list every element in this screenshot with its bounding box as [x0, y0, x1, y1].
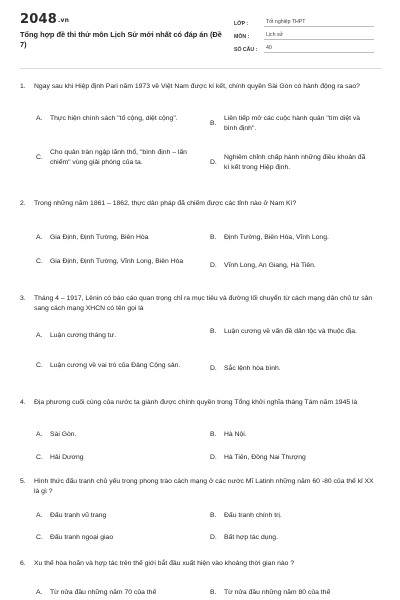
meta-key: MÔN :	[234, 34, 250, 40]
meta-value: Lịch sử	[264, 32, 374, 40]
meta-row-class	[234, 14, 374, 27]
option-b[interactable]	[210, 430, 366, 440]
option-letter: A.	[36, 589, 43, 596]
meta-key: LỚP :	[234, 21, 249, 27]
meta-value: Tốt nghiệp THPT	[264, 19, 374, 27]
option-text: Sài Gòn.	[50, 431, 77, 438]
option-letter: D.	[210, 534, 217, 541]
option-text: Sắc lệnh hòa bình.	[224, 365, 281, 372]
option-d[interactable]	[210, 364, 366, 374]
meta-row-count	[234, 40, 374, 53]
question-text: Ngay sau khi Hiệp định Pari năm 1973 về Việt Nam được kí kết, chính quyền Sài Gòn có hành động ra sao?	[34, 83, 360, 90]
option-c[interactable]	[36, 148, 192, 167]
option-text: Hà Tiên, Đồng Nai Thượng	[224, 454, 306, 461]
question-number: 3.	[20, 295, 26, 302]
option-text: Đấu tranh ngoại giao	[50, 534, 114, 541]
option-text: Gia Định, Định Tường, Vĩnh Long, Biên Hòa	[50, 258, 184, 265]
option-a[interactable]	[36, 430, 192, 440]
question-1	[20, 82, 382, 92]
question-number: 6.	[20, 560, 26, 567]
header-divider	[20, 68, 382, 69]
question-number: 2.	[20, 200, 26, 207]
option-a[interactable]	[36, 588, 192, 598]
option-text: Bất hợp tác dụng.	[224, 534, 278, 541]
meta-row-subject	[234, 27, 374, 40]
option-c[interactable]	[36, 533, 192, 543]
option-text: Đấu tranh vũ trang	[50, 512, 107, 519]
question-5	[20, 477, 382, 496]
logo-suffix: .vn	[57, 17, 70, 24]
option-letter: C.	[36, 362, 43, 369]
question-2	[20, 199, 382, 209]
option-c[interactable]	[36, 453, 192, 463]
option-text: Cho quân tràn ngập lãnh thổ, "bình định – lấn chiếm" vùng giải phóng của ta.	[50, 149, 187, 166]
option-letter: D.	[210, 454, 217, 461]
question-number: 4.	[20, 399, 26, 406]
question-3	[20, 294, 382, 313]
option-letter: A.	[36, 115, 43, 122]
option-b[interactable]	[210, 511, 366, 521]
question-6	[20, 559, 382, 569]
question-text: Tháng 4 – 1917, Lênin có báo cáo quan trọng chỉ ra mục tiêu và đường lối chuyển từ cách mạng dân chủ tư sản sang cách mạng XHCN có tên gọi là	[34, 295, 373, 312]
question-number: 5.	[20, 478, 26, 485]
question-text: Xu thế hòa hoãn và hợp tác trên thế giới bắt đầu xuất hiện vào khoảng thời gian nào ?	[34, 560, 295, 567]
option-letter: B.	[210, 328, 217, 335]
option-b[interactable]	[210, 327, 366, 337]
logo-main: 2048	[20, 12, 57, 27]
option-text: Nghiêm chỉnh chấp hành những điều khoản đã kí kết trong Hiệp định.	[224, 154, 366, 171]
option-letter: B.	[210, 589, 217, 596]
option-text: Từ nửa đầu những năm 80 của thế	[224, 589, 331, 596]
option-text: Luận cương về vấn đề dân tộc và thuộc địa.	[224, 328, 357, 335]
question-text: Địa phương cuối cùng của nước ta giành được chính quyền trong Tổng khởi nghĩa tháng Tám năm 1945 là	[34, 399, 358, 406]
question-4	[20, 398, 382, 408]
option-text: Từ nửa đầu những năm 70 của thế	[50, 589, 157, 596]
option-a[interactable]	[36, 331, 192, 341]
exam-meta	[234, 14, 374, 53]
question-text: Trong những năm 1861 – 1862, thực dân pháp đã chiếm được các tỉnh nào ở Nam Kì?	[34, 200, 297, 207]
option-letter: B.	[210, 512, 217, 519]
meta-key: SỐ CÂU :	[234, 47, 258, 53]
option-c[interactable]	[36, 257, 192, 267]
option-text: Thực hiện chính sách "tố cộng, diệt cộng".	[50, 115, 178, 122]
option-letter: D.	[210, 262, 217, 269]
option-text: Đấu tranh chính trị.	[224, 512, 282, 519]
option-letter: B.	[210, 431, 217, 438]
option-d[interactable]	[210, 153, 366, 172]
option-d[interactable]	[210, 261, 366, 271]
option-b[interactable]	[210, 588, 366, 598]
option-letter: C.	[36, 153, 43, 161]
meta-value: 40	[264, 45, 374, 53]
option-b[interactable]	[210, 114, 366, 133]
option-c[interactable]	[36, 361, 192, 371]
option-text: Liên tiếp mở các cuộc hành quân "tìm diệt và bình định".	[224, 115, 361, 132]
option-letter: A.	[36, 234, 43, 241]
option-letter: D.	[210, 365, 217, 372]
option-letter: C.	[36, 454, 43, 461]
option-letter: C.	[36, 534, 43, 541]
option-letter: A.	[36, 332, 43, 339]
option-letter: B.	[210, 119, 217, 127]
option-b[interactable]	[210, 233, 366, 243]
option-d[interactable]	[210, 533, 366, 543]
option-letter: C.	[36, 258, 43, 265]
option-d[interactable]	[210, 453, 366, 463]
option-text: Định Tường, Biên Hòa, Vĩnh Long.	[224, 234, 329, 241]
option-text: Gia Định, Định Tường, Biên Hòa	[50, 234, 149, 241]
option-text: Hải Dương	[50, 454, 84, 461]
option-text: Luận cương về vai trò của Đảng Cộng sản.	[50, 362, 181, 369]
option-text: Luận cương tháng tư.	[50, 332, 117, 339]
option-a[interactable]	[36, 114, 192, 124]
question-text: Hình thức đấu tranh chủ yếu trong phong trào cách mạng ở các nước Mĩ Latinh những năm 60 -80 của thế kỉ XX là gì ?	[34, 478, 374, 495]
option-a[interactable]	[36, 511, 192, 521]
option-letter: A.	[36, 512, 43, 519]
option-letter: D.	[210, 158, 217, 166]
question-number: 1.	[20, 83, 26, 90]
option-text: Vĩnh Long, An Giang, Hà Tiên.	[224, 262, 316, 269]
document-title: Tổng hợp đề thi thử môn Lịch Sử mới nhất có đáp án (Đề 7)	[20, 30, 222, 49]
option-a[interactable]	[36, 233, 192, 243]
option-letter: A.	[36, 431, 43, 438]
option-letter: B.	[210, 234, 217, 241]
option-text: Hà Nội.	[224, 431, 247, 438]
